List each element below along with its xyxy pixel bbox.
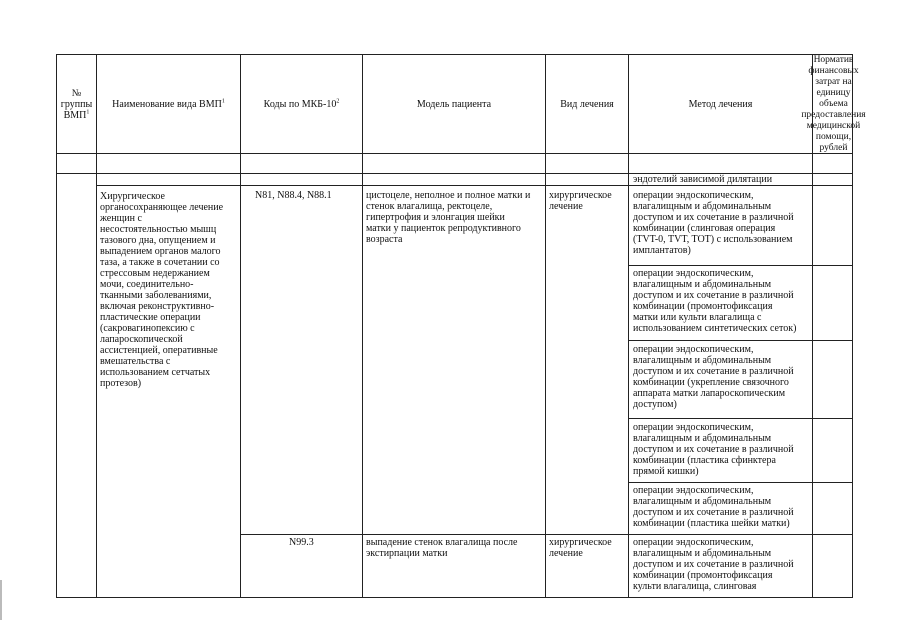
header-codes: [241, 55, 362, 153]
method-item-3: операции эндоскопическим, влагалищным и абдоминальным доступом и их сочетание в различной комбинации (укрепление связочного аппарата матки лапароскопическим доступом): [633, 344, 794, 410]
row-line-subgroup-2: [240, 534, 852, 535]
method-divider-4: [628, 482, 852, 483]
procedures-table: [56, 54, 866, 598]
header-codes-sup: 2: [336, 98, 340, 105]
header-type-text: Вид лечения: [560, 98, 614, 110]
vmp-name: Хирургическое органосохраняющее лечение женщин с несостоятельностью мышц тазового дна, опущением и выпадением органов малого таза, а также в сочетании со стрессовым недержанием мочи, соединительно- тканными заболеваниями, включая реконструктивно- пластические операции (сакровагинопексию с лапароскопической ассистенцией, оперативные вмешательства с использованием сетчатых протезов): [100, 191, 224, 389]
method-divider-3: [628, 418, 852, 419]
method-item-1: операции эндоскопическим, влагалищным и абдоминальным доступом и их сочетание в различной комбинации (слинговая операция (TVT-0, TVT, TOT) с использованием имплантатов): [633, 190, 794, 256]
scan-edge-mark: [0, 580, 2, 620]
patient-model-2: выпадение стенок влагалища после экстирпации матки: [366, 537, 518, 559]
patient-model-1: цистоцеле, неполное и полное матки и стенок влагалища, ректоцеле, гипертрофия и элонгация шейки матки у пациенток репродуктивного возраста: [366, 190, 531, 245]
row-line-group-start: [96, 185, 852, 186]
header-name: [97, 55, 240, 153]
header-norm: [801, 54, 866, 153]
header-model-text: Модель пациента: [416, 98, 492, 110]
header-group-number-text: № группы ВМП: [60, 87, 93, 121]
header-codes-text: Коды по МКБ-10: [263, 98, 337, 110]
header-name-sup: 1: [221, 98, 225, 105]
icd-codes-2: N99.3: [289, 537, 314, 548]
method-item-6: операции эндоскопическим, влагалищным и абдоминальным доступом и их сочетание в различной комбинации (промонтофиксация культи влагалища, слинговая: [633, 537, 794, 592]
treatment-type-2: хирургическое лечение: [549, 537, 612, 559]
header-model: [363, 55, 545, 153]
header-method-text: Метод лечения: [688, 98, 753, 110]
method-item-4: операции эндоскопическим, влагалищным и абдоминальным доступом и их сочетание в различной комбинации (пластика сфинктера прямой кишки): [633, 422, 794, 477]
header-norm-text: Норматив финансовых затрат на единицу объема предоставления медицинской помощи, рублей: [801, 54, 866, 153]
continuation-method: эндотелий зависимой дилятации: [633, 174, 773, 185]
header-group-number-sup: 1: [86, 109, 90, 116]
header-type: [546, 55, 628, 153]
method-divider-2: [628, 340, 852, 341]
method-item-2: операции эндоскопическим, влагалищным и абдоминальным доступом и их сочетание в различной комбинации (промонтофиксация матки или культи влагалища с использованием синтетических сеток): [633, 268, 797, 334]
header-method: [629, 55, 812, 153]
method-item-5: операции эндоскопическим, влагалищным и абдоминальным доступом и их сочетание в различной комбинации (пластика шейки матки): [633, 485, 794, 529]
header-name-text: Наименование вида ВМП: [112, 98, 222, 110]
method-divider-1: [628, 265, 852, 266]
header-group-number: [57, 55, 96, 153]
icd-codes-1: N81, N88.4, N88.1: [255, 190, 332, 201]
header-bottom-line: [57, 153, 852, 154]
treatment-type-1: хирургическое лечение: [549, 190, 612, 212]
